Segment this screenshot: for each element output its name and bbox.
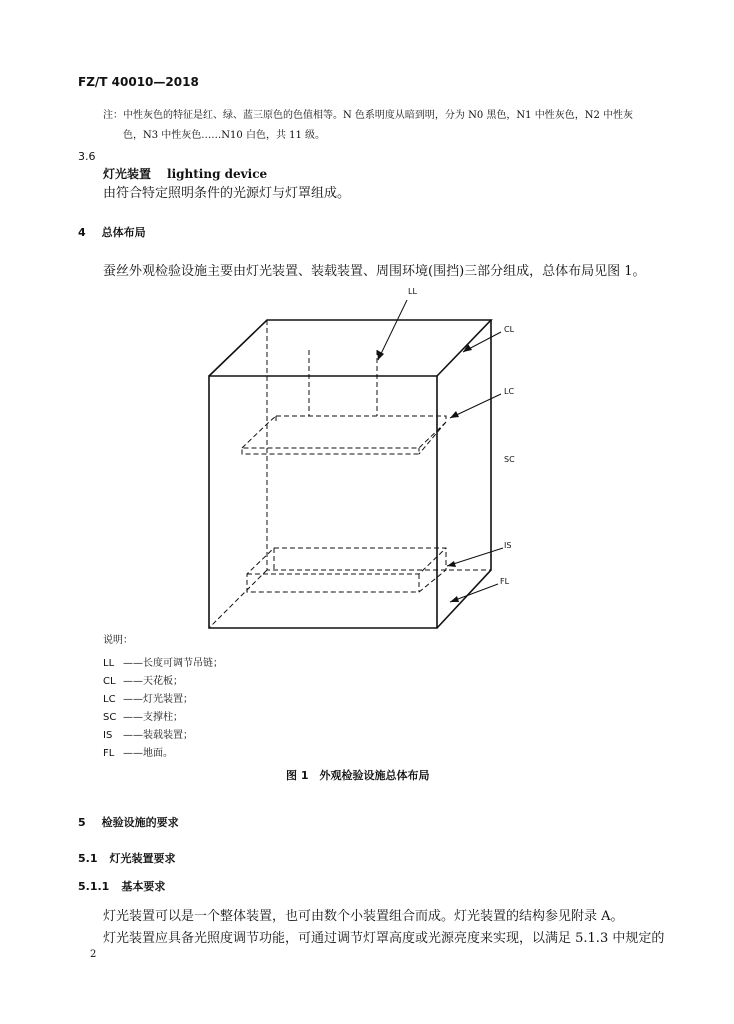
hidden-floor-edge [209, 570, 267, 628]
legend-code: IS [103, 730, 113, 741]
label-is: IS [504, 541, 512, 550]
subsubsection-number: 5.1.1 [78, 880, 110, 893]
legend-code: LC [103, 694, 116, 705]
term-chinese: 灯光装置 [103, 167, 152, 181]
legend-code: FL [103, 748, 115, 759]
legend-item [103, 744, 173, 759]
subsubsection-title: 基本要求 [121, 880, 166, 893]
legend-text: ——装载装置； [123, 730, 193, 741]
legend-item [103, 672, 183, 687]
label-ll: LL [408, 287, 417, 296]
body-paragraph: 蚕丝外观检验设施主要由灯光装置、装载装置、周围环境(围挡)三部分组成，总体布局见图 1。 [103, 264, 646, 279]
arrow-lc [450, 411, 459, 418]
figure-caption: 图 1 外观检验设施总体布局 [286, 769, 430, 782]
term-definition: 由符合特定照明条件的光源灯与灯罩组成。 [103, 186, 351, 201]
page-number: 2 [90, 949, 97, 960]
arrow-fl [450, 596, 459, 602]
leader-ll [378, 300, 407, 360]
term-english: lighting device [167, 167, 268, 181]
legend-text: ——灯光装置； [123, 694, 193, 705]
section-number: 4 [78, 226, 86, 239]
arrow-is [447, 561, 456, 567]
box-top-face [209, 320, 491, 376]
box-right-face [437, 320, 491, 628]
clause-number: 3.6 [78, 150, 96, 163]
section-heading [78, 227, 146, 238]
body-paragraph: 灯光装置可以是一个整体装置，也可由数个小装置组合而成。灯光装置的结构参见附录 A。 [103, 909, 624, 924]
legend-item [103, 708, 183, 723]
legend-item [103, 654, 223, 669]
subsection-title: 灯光装置要求 [109, 852, 176, 865]
box-front-face [209, 376, 437, 628]
legend-item [103, 690, 193, 705]
leader-is [447, 548, 503, 566]
section-number: 5 [78, 816, 86, 829]
label-sc: SC [504, 455, 515, 464]
legend-code: CL [103, 676, 116, 687]
body-paragraph: 灯光装置应具备光照度调节功能，可通过调节灯罩高度或光源亮度来实现，以满足 5.1.3 中规定的 [103, 931, 665, 946]
legend-text: ——支撑柱； [123, 712, 183, 723]
note-line-2: 色，N3 中性灰色……N10 白色，共 11 级。 [123, 130, 326, 141]
legend-text: ——长度可调节吊链； [123, 658, 223, 669]
label-fl: FL [500, 577, 510, 586]
section-title: 检验设施的要求 [101, 816, 179, 829]
subsection-number: 5.1 [78, 852, 98, 865]
arrow-ll [377, 350, 384, 360]
label-cl: CL [504, 325, 515, 334]
section-title: 总体布局 [101, 226, 146, 239]
subsection-heading [78, 853, 176, 864]
subsubsection-heading [78, 881, 165, 892]
label-lc: LC [504, 387, 515, 396]
legend-item [103, 726, 193, 741]
legend-code: SC [103, 712, 117, 723]
note-line-1: 注：中性灰色的特征是红、绿、蓝三原色的色值相等。N 色系明度从暗到明，分为 N0 黑色，N1 中性灰色，N2 中性灰 [103, 110, 633, 121]
legend-code: LL [103, 658, 115, 669]
section-heading [78, 817, 179, 828]
lighting-device-shape [242, 416, 446, 454]
layout-diagram [0, 280, 734, 640]
term-title [103, 168, 267, 180]
legend-text: ——地面。 [123, 748, 173, 759]
standard-number: FZ/T 40010—2018 [78, 75, 199, 89]
legend-text: ——天花板； [123, 676, 183, 687]
legend-title: 说明： [103, 635, 133, 646]
